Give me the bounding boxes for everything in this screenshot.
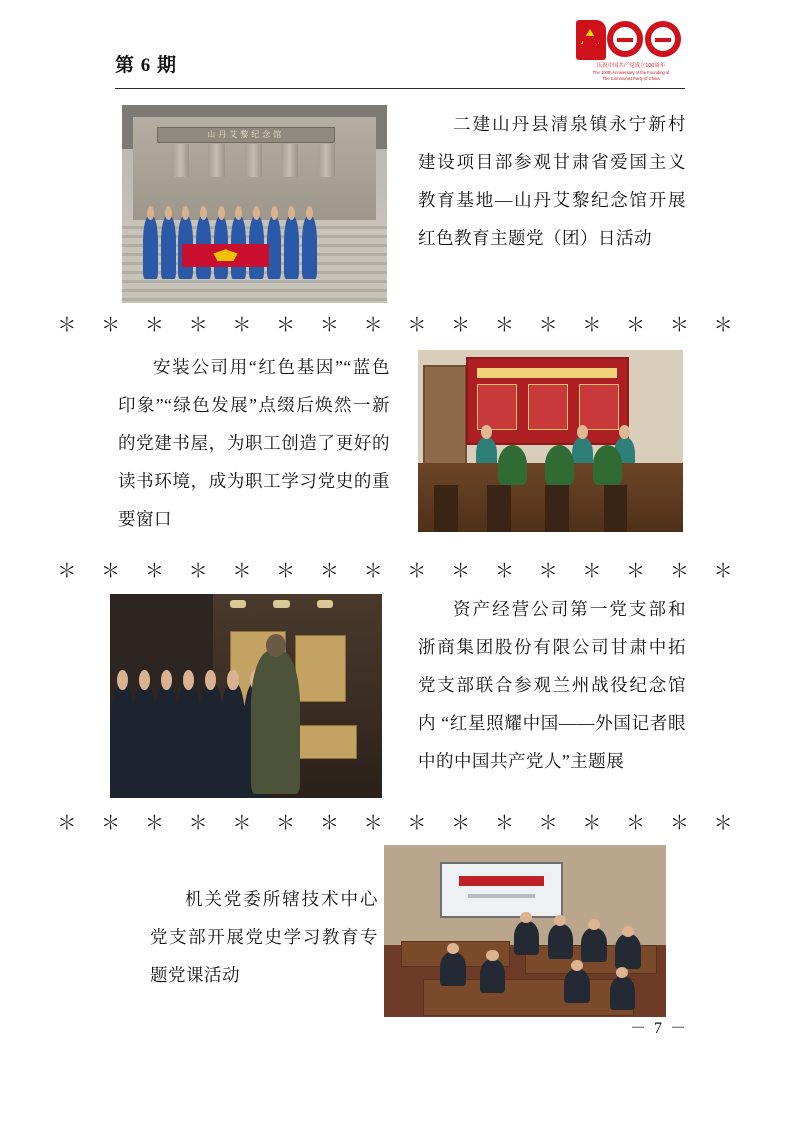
page-number: － 7 － xyxy=(629,1020,688,1037)
emblem-caption-en-2: The Communist Party of China xyxy=(602,76,660,81)
memorial-hall-sign: 山丹艾黎纪念馆 xyxy=(157,127,335,142)
emblem-logo xyxy=(575,18,687,62)
projection-screen xyxy=(440,862,562,918)
emblem-caption xyxy=(575,63,687,82)
section-divider-2: ＊ ＊ ＊ ＊ ＊ ＊ ＊ ＊ ＊ ＊ ＊ ＊ ＊ ＊ ＊ ＊ xyxy=(57,561,743,582)
caption-section-2: 安装公司用“红色基因”“蓝色印象”“绿色发展”点缀后焕然一新的党建书屋，为职工创造了更好的读书环境，成为职工学习党史的重要窗口 xyxy=(118,357,390,529)
photo-party-history-lecture-meeting xyxy=(384,845,666,1017)
photo-shandan-ailian-memorial-visit xyxy=(122,105,387,303)
emblem-caption-en-1: The 100th Anniversary of the Founding of xyxy=(592,70,670,75)
photo-party-building-reading-room xyxy=(418,350,683,532)
issue-title: 第 6 期 xyxy=(115,55,178,76)
section-divider-3: ＊ ＊ ＊ ＊ ＊ ＊ ＊ ＊ ＊ ＊ ＊ ＊ ＊ ＊ ＊ ＊ xyxy=(57,813,743,834)
emblem-caption-cn: 庆祝中国共产党成立100周年 xyxy=(596,63,666,69)
tour-guide xyxy=(251,651,300,794)
caption-section-3: 资产经营公司第一党支部和浙商集团股份有限公司甘肃中拓党支部联合参观兰州战役纪念馆内 “红星照耀中国——外国记者眼中的中国共产党人”主题展 xyxy=(418,599,686,771)
caption-section-4: 机关党委所辖技术中心党支部开展党史学习教育专题党课活动 xyxy=(150,889,378,985)
photo-lanzhou-battle-memorial-exhibition xyxy=(110,594,382,798)
section-divider-1: ＊ ＊ ＊ ＊ ＊ ＊ ＊ ＊ ＊ ＊ ＊ ＊ ＊ ＊ ＊ ＊ xyxy=(57,315,743,336)
party-flag-icon xyxy=(576,20,606,60)
visitor-crowd xyxy=(110,639,268,798)
cpc-100th-anniversary-emblem xyxy=(575,18,687,80)
group-of-people xyxy=(143,200,339,279)
party-flag xyxy=(182,244,268,266)
page-header xyxy=(0,0,800,92)
header-divider-rule xyxy=(115,88,685,89)
caption-section-1: 二建山丹县清泉镇永宁新村建设项目部参观甘肃省爱国主义教育基地—山丹艾黎纪念馆开展红色教育主题党（团）日活动 xyxy=(418,114,686,248)
zero-ring-icon xyxy=(645,21,681,57)
zero-ring-icon xyxy=(607,21,643,57)
